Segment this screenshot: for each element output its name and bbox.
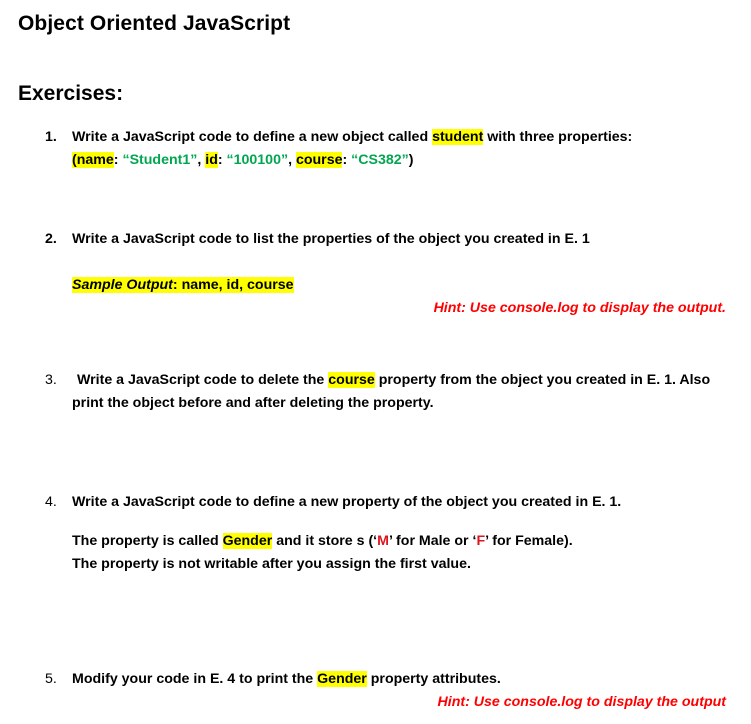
paren-close: ) (408, 152, 414, 168)
text: The property is not writable after you assign the first value. (72, 556, 471, 572)
text: property from the object you created in E. 1. Also (374, 372, 711, 388)
exercise-number: 4. (45, 494, 57, 510)
exercise-1-line-1 (72, 126, 632, 149)
exercise-4-line-2 (72, 530, 573, 553)
sample-output-value: : name, id, course (172, 277, 294, 293)
text: Modify your code in E. 4 to print the (72, 671, 318, 687)
text: Write a JavaScript code to delete the (77, 372, 329, 388)
text: ’ for Female). (485, 533, 573, 549)
text: ’ for Male or ‘ (388, 533, 477, 549)
exercise-number: 1. (45, 129, 57, 145)
value-course: “CS382” (351, 152, 409, 168)
value-name: “Student1” (122, 152, 198, 168)
key-name: name (76, 152, 114, 168)
text: Write a JavaScript code to list the properties of the object you created in E. 1 (72, 231, 590, 247)
text: Write a JavaScript code to define a new property of the object you created in E. 1. (72, 494, 622, 510)
value-id: “100100” (226, 152, 289, 168)
sample-output (72, 274, 294, 297)
separator: , (197, 152, 206, 168)
highlight-gender: Gender (317, 671, 367, 687)
sample-output-highlight (72, 277, 294, 293)
exercise-5-line-1 (72, 668, 501, 691)
text: with three properties: (483, 129, 633, 145)
hint-text: Hint: Use console.log to display the output (437, 694, 726, 710)
exercises-heading: Exercises: (18, 82, 124, 105)
text: property attributes. (366, 671, 501, 687)
exercise-number: 3. (45, 372, 57, 388)
key-course: course (295, 152, 343, 168)
value-f: F (476, 533, 486, 549)
text: The property is called (72, 533, 223, 549)
text: Write a JavaScript code to define a new object called (72, 129, 433, 145)
exercise-1-line-2 (72, 149, 413, 172)
page-title: Object Oriented JavaScript (18, 12, 291, 35)
text: and it store s (‘ (272, 533, 378, 549)
exercise-3-line-2 (72, 392, 434, 415)
key-id: id (205, 152, 218, 168)
sample-output-label: Sample Output (72, 277, 173, 293)
separator: , (288, 152, 296, 168)
highlight-student: student (432, 129, 484, 145)
exercise-number: 5. (45, 671, 57, 687)
exercise-4-line-3 (72, 553, 471, 576)
exercise-4-line-1 (72, 491, 621, 514)
exercise-2-line-1 (72, 228, 590, 251)
exercise-number: 2. (45, 231, 57, 247)
colon: : (217, 152, 227, 168)
value-m: M (377, 533, 389, 549)
highlight-course: course (328, 372, 375, 388)
exercise-3-line-1 (77, 369, 710, 392)
text: print the object before and after deleting the property. (72, 395, 434, 411)
highlight-gender: Gender (222, 533, 273, 549)
colon: : (113, 152, 123, 168)
hint-text: Hint: Use console.log to display the output. (433, 300, 726, 316)
colon: : (342, 152, 352, 168)
paren-open: ( (72, 152, 77, 168)
